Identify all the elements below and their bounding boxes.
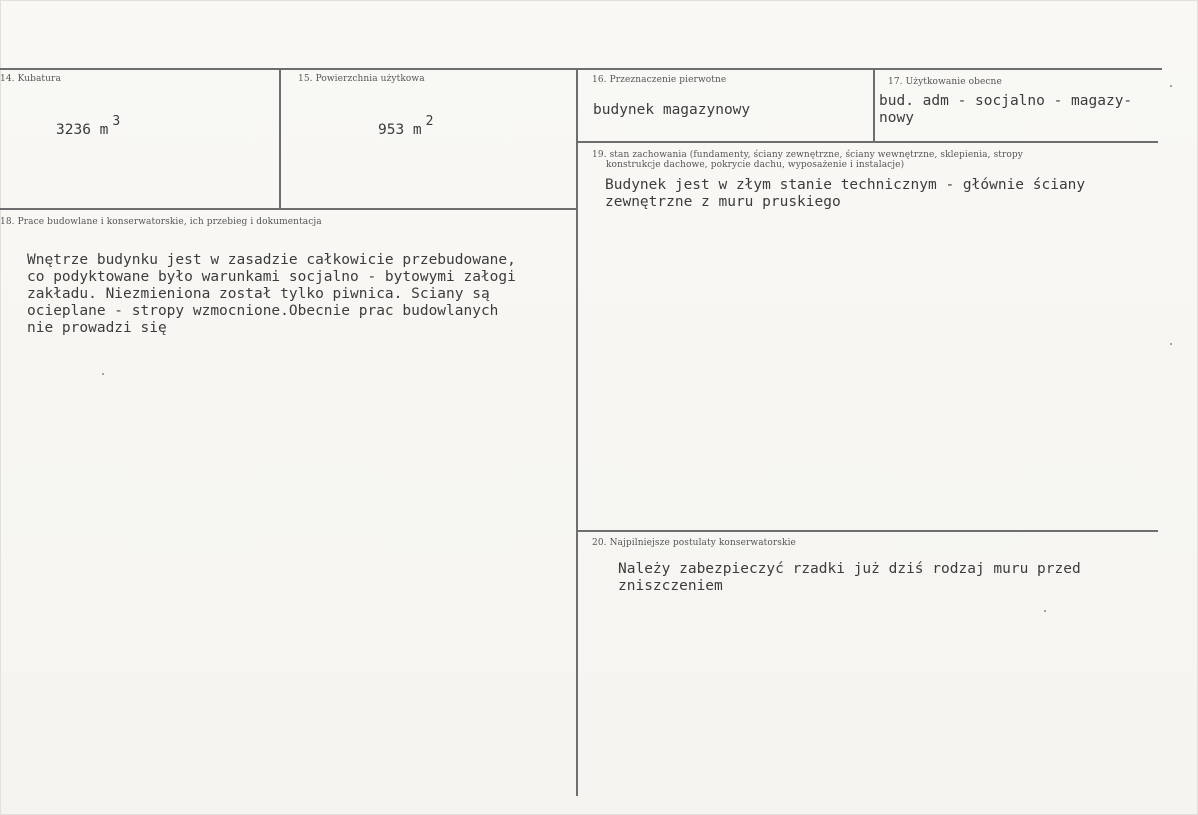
top-rule bbox=[0, 68, 1162, 70]
area-exponent: 2 bbox=[425, 114, 434, 129]
field-18-line-4: ocieplane - stropy wzmocnione.Obecnie prac budowlanych bbox=[27, 303, 499, 319]
field-19-line-1: Budynek jest w złym stanie technicznym - głównie ściany bbox=[605, 177, 1086, 193]
volume-exponent: 3 bbox=[112, 114, 121, 129]
paper-speck bbox=[102, 373, 104, 375]
field-15-label: 15. Powierzchnia użytkowa bbox=[298, 74, 425, 84]
field-18-line-1: Wnętrze budynku jest w zasadzie całkowicie przebudowane, bbox=[27, 252, 516, 268]
field-15-value bbox=[378, 114, 434, 139]
divider-14-15 bbox=[279, 68, 281, 209]
field-18-label: 18. Prace budowlane i konserwatorskie, ich przebieg i dokumentacja bbox=[0, 217, 322, 227]
paper-speck bbox=[1170, 343, 1172, 345]
field-18-line-2: co podyktowane było warunkami socjalno - bytowymi załogi bbox=[27, 269, 516, 285]
field-20-label: 20. Najpilniejsze postulaty konserwatorskie bbox=[592, 538, 796, 548]
field-14-label: 14. Kubatura bbox=[0, 74, 61, 84]
paper-speck bbox=[1044, 610, 1046, 612]
field-20-line-1: Należy zabezpieczyć rzadki już dziś rodzaj muru przed bbox=[618, 561, 1081, 577]
field-20-line-2: zniszczeniem bbox=[618, 578, 723, 594]
field-17-value-line-1: bud. adm - socjalno - magazy- bbox=[879, 93, 1133, 109]
field-16-label: 16. Przeznaczenie pierwotne bbox=[592, 75, 727, 85]
field-18-line-3: zakładu. Niezmieniona został tylko piwnica. Sciany są bbox=[27, 286, 490, 302]
center-divider bbox=[576, 68, 578, 796]
row1-divider-right bbox=[578, 141, 1158, 143]
area-value: 953 m bbox=[378, 122, 422, 138]
field20-divider bbox=[578, 530, 1158, 532]
paper-speck bbox=[1170, 85, 1172, 87]
field-19-label-line-1: 19. stan zachowania (fundamenty, ściany zewnętrzne, ściany wewnętrzne, sklepienia, stropy bbox=[592, 150, 1023, 160]
field-17-label: 17. Użytkowanie obecne bbox=[888, 77, 1002, 87]
field-18-line-5: nie prowadzi się bbox=[27, 320, 167, 336]
divider-16-17 bbox=[873, 68, 875, 142]
field-16-value: budynek magazynowy bbox=[593, 102, 751, 118]
volume-value: 3236 m bbox=[56, 122, 109, 138]
field-14-value bbox=[56, 114, 121, 139]
field-17-value-line-2: nowy bbox=[879, 110, 914, 126]
field-19-label-line-2: konstrukcje dachowe, pokrycie dachu, wyposażenie i instalacje) bbox=[606, 160, 905, 170]
row1-divider-left bbox=[0, 208, 578, 210]
field-19-line-2: zewnętrzne z muru pruskiego bbox=[605, 194, 841, 210]
